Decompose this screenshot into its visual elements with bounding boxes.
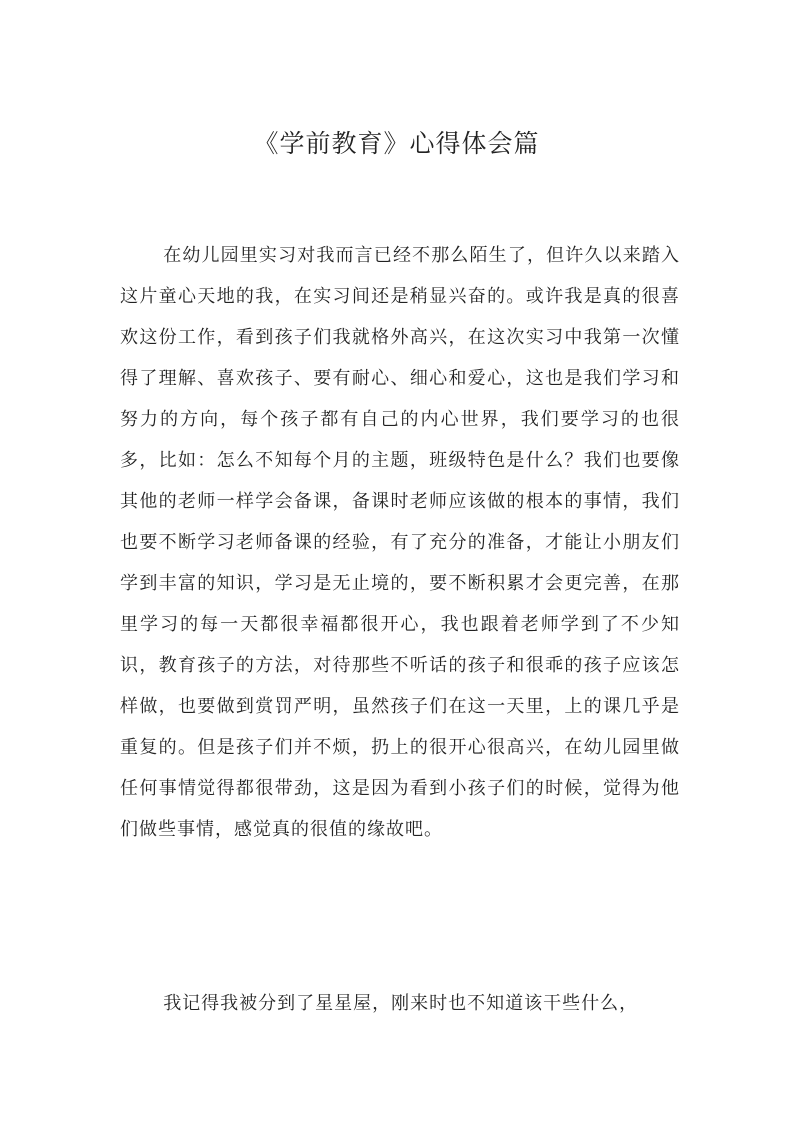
page-title: 《学前教育》心得体会篇 [253,129,540,158]
paragraph-1: 在幼儿园里实习对我而言已经不那么陌生了，但许久以来踏入这片童心天地的我，在实习间还是稍显兴奋的。或许我是真的很喜欢这份工作，看到孩子们我就格外高兴，在这次实习中我第一次懂得了理解、喜欢孩子、要有耐心、细心和爱心，这也是我们学习和努力的方向，每个孩子都有自己的内心世界，我们要学习的也很多，比如：怎么不知每个月的主题，班级特色是什么？我们也要像其他的老师一样学会备课，备课时老师应该做的根本的事情，我们也要不断学习老师备课的经验，有了充分的准备，才能让小朋友们学到丰富的知识，学习是无止境的，要不断积累才会更完善，在那里学习的每一天都很幸福都很开心，我也跟着老师学到了不少知识，教育孩子的方法，对待那些不听话的孩子和很乖的孩子应该怎样做，也要做到赏罚严明，虽然孩子们在这一天里，上的课几乎是重复的。但是孩子们并不烦，扔上的很开心很高兴，在幼儿园里做任何事情觉得都很带劲，这是因为看到小孩子们的时候，觉得为他们做些事情，感觉真的很值的缘故吧。 [120,245,680,840]
paragraph-2: 我记得我被分到了星星屋，刚来时也不知道该干些什么， [163,993,639,1014]
